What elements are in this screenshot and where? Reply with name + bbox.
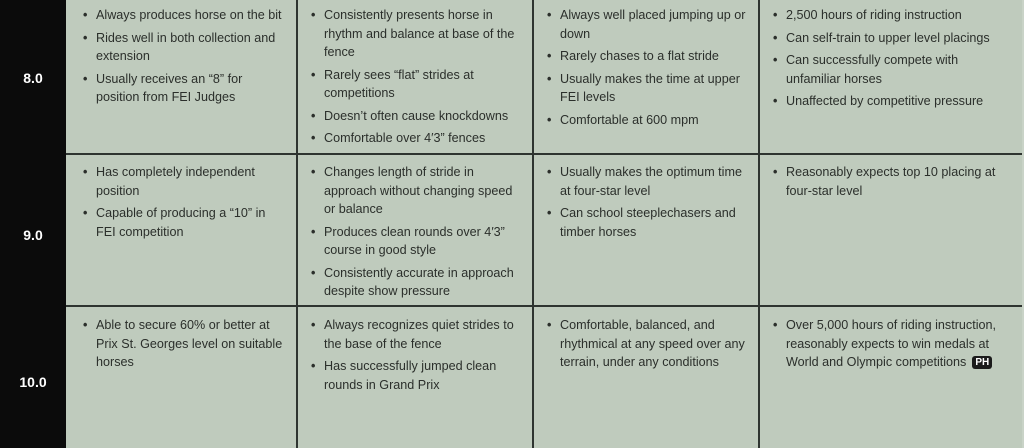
list-item: • Comfortable at 600 mpm: [546, 111, 752, 130]
cell-8-experience: [772, 6, 1016, 115]
list-item: • Usually receives an “8” for position from FEI Judges: [82, 70, 288, 107]
list-item: • 2,500 hours of riding instruction: [772, 6, 1016, 25]
list-item: • Comfortable over 4′3” fences: [310, 129, 526, 148]
list-item: • Rarely sees “flat” strides at competitions: [310, 66, 526, 103]
list-item: • Has successfully jumped clean rounds in Grand Prix: [310, 357, 526, 394]
cell-9-showjumping: [310, 163, 526, 305]
list-item: • Capable of producing a “10” in FEI competition: [82, 204, 288, 241]
cell-9-crosscountry: [546, 163, 752, 245]
list-item: • Always produces horse on the bit: [82, 6, 288, 25]
level-label-10: 10.0: [19, 374, 47, 390]
list-item: • Consistently accurate in approach despite show pressure: [310, 264, 526, 301]
list-item: • Can school steeplechasers and timber horses: [546, 204, 752, 241]
column-divider: [532, 0, 534, 448]
ph-logo: PH: [972, 356, 992, 369]
cell-10-showjumping: [310, 316, 526, 398]
column-divider: [758, 0, 760, 448]
cell-10-crosscountry: [546, 316, 752, 376]
list-item: • Able to secure 60% or better at Prix St. Georges level on suitable horses: [82, 316, 288, 372]
level-column: [0, 0, 66, 448]
level-label-9: 9.0: [23, 227, 43, 243]
level-label-8: 8.0: [23, 70, 43, 86]
list-item-text: Over 5,000 hours of riding instruction, reasonably expects to win medals at World and Olympic competitions: [786, 318, 997, 369]
list-item: • Can successfully compete with unfamiliar horses: [772, 51, 1016, 88]
row-divider: [66, 305, 1022, 307]
list-item: • Doesn’t often cause knockdowns: [310, 107, 526, 126]
list-item: • Rides well in both collection and extension: [82, 29, 288, 66]
list-item: • Can self-train to upper level placings: [772, 29, 1016, 48]
cell-10-position: [82, 316, 288, 376]
list-item: • Changes length of stride in approach without changing speed or balance: [310, 163, 526, 219]
list-item: • Comfortable, balanced, and rhythmical at any speed over any terrain, under any conditions: [546, 316, 752, 372]
list-item: [772, 316, 1016, 372]
cell-9-experience: [772, 163, 1016, 204]
column-divider: [296, 0, 298, 448]
cell-9-position: [82, 163, 288, 245]
list-item: • Reasonably expects top 10 placing at four-star level: [772, 163, 1016, 200]
list-item: • Produces clean rounds over 4′3” course in good style: [310, 223, 526, 260]
cell-10-experience: [772, 316, 1016, 376]
list-item: • Rarely chases to a flat stride: [546, 47, 752, 66]
cell-8-position: [82, 6, 288, 111]
list-item: • Usually makes the optimum time at four-star level: [546, 163, 752, 200]
list-item: • Unaffected by competitive pressure: [772, 92, 1016, 111]
list-item: • Always well placed jumping up or down: [546, 6, 752, 43]
list-item: • Has completely independent position: [82, 163, 288, 200]
list-item: • Consistently presents horse in rhythm and balance at base of the fence: [310, 6, 526, 62]
row-divider: [66, 153, 1022, 155]
cell-8-crosscountry: [546, 6, 752, 133]
list-item: • Always recognizes quiet strides to the base of the fence: [310, 316, 526, 353]
list-item: • Usually makes the time at upper FEI levels: [546, 70, 752, 107]
skills-grid: [66, 0, 1022, 448]
cell-8-showjumping: [310, 6, 526, 152]
